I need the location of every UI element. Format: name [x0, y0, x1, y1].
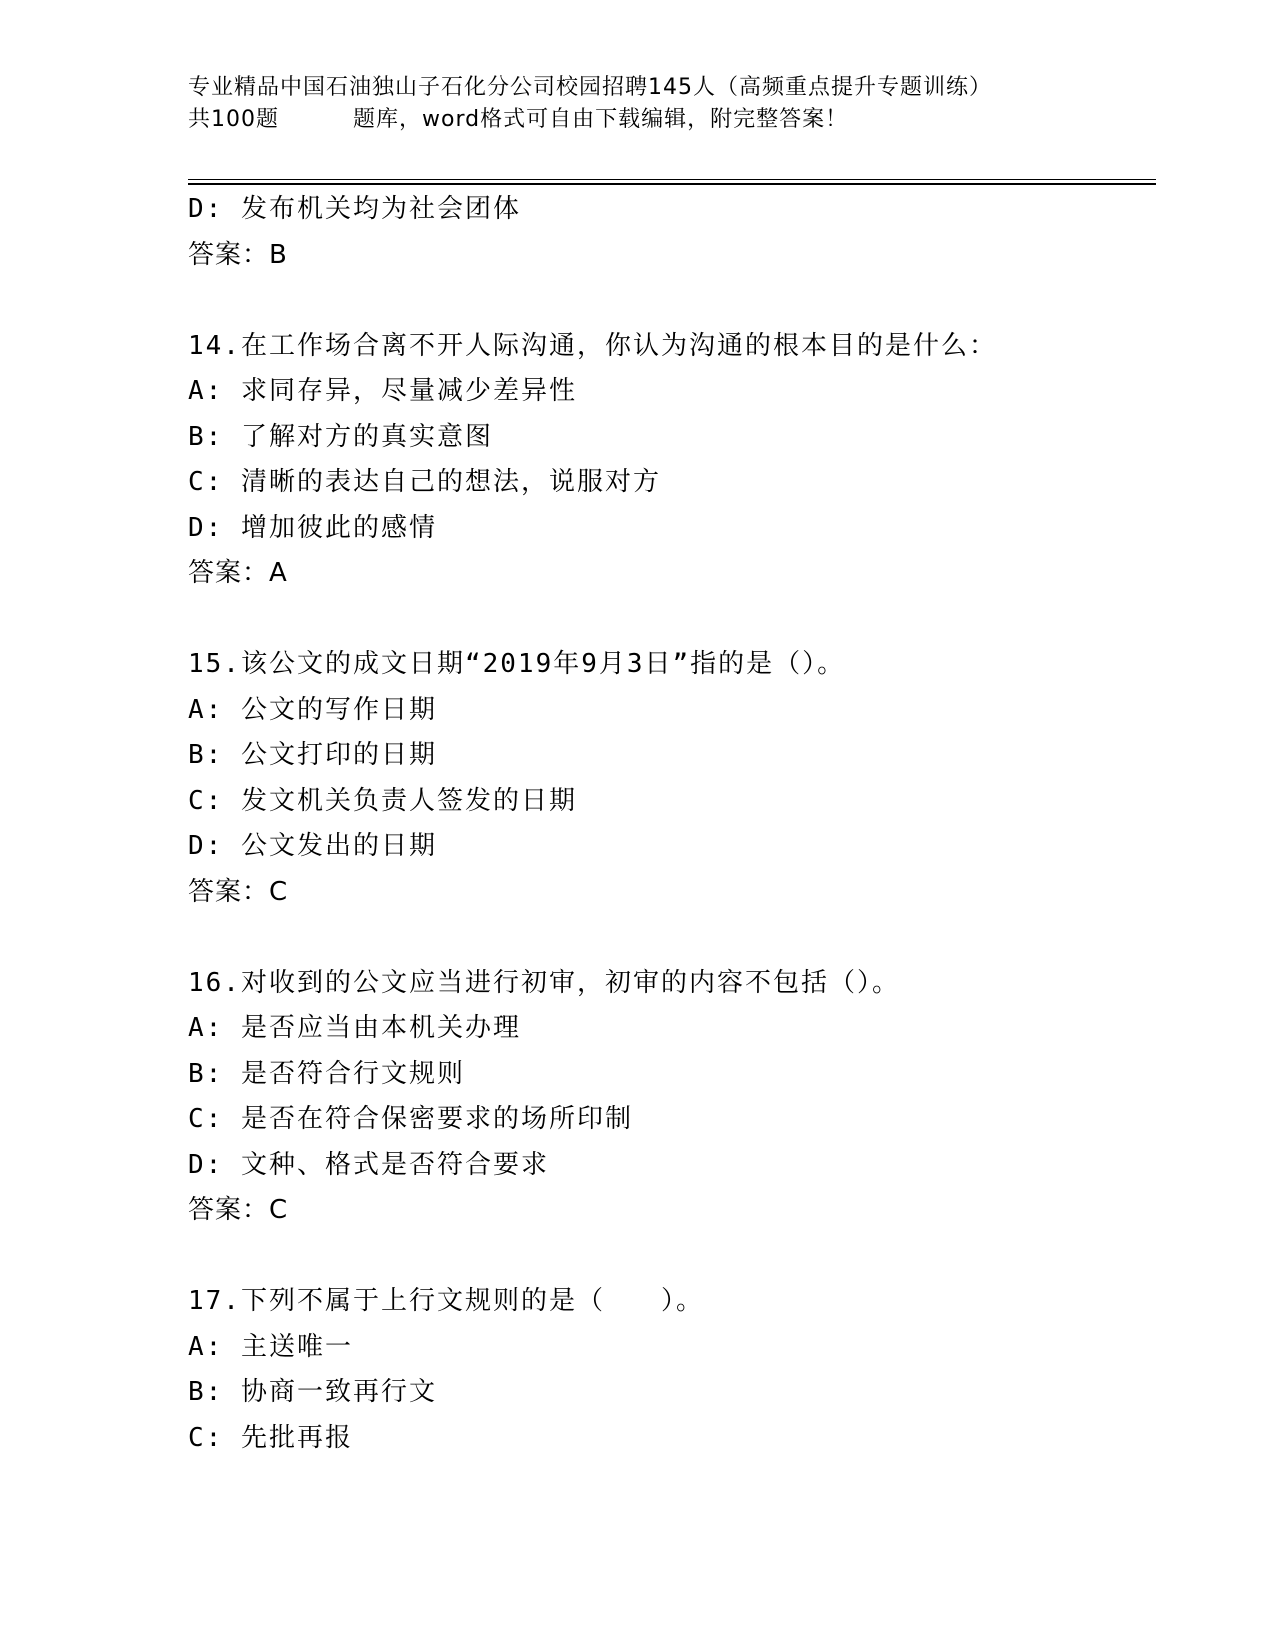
option-c: C: 先批再报 — [188, 1422, 353, 1453]
header-title: 专业精品中国石油独山子石化分公司校园招聘145人（高频重点提升专题训练） — [188, 75, 992, 100]
option-c: C: 发文机关负责人签发的日期 — [188, 785, 577, 816]
answer-line: 答案：C — [188, 1195, 289, 1225]
header-count: 共100题 — [188, 107, 279, 132]
option-b: B: 公文打印的日期 — [188, 740, 437, 770]
header-rule-thin — [188, 179, 1156, 180]
option-d: D: 发布机关均为社会团体 — [188, 194, 521, 224]
option-a: A: 主送唯一 — [188, 1331, 353, 1362]
option-b: B: 了解对方的真实意图 — [188, 421, 493, 452]
question-stem: 16.对收到的公文应当进行初审，初审的内容不包括（）。 — [188, 967, 900, 998]
page-header — [188, 72, 1088, 136]
question-15 — [188, 642, 1148, 915]
option-a: A: 求同存异，尽量减少差异性 — [188, 376, 577, 406]
question-14 — [188, 324, 1148, 597]
option-a: A: 公文的写作日期 — [188, 694, 437, 725]
option-d: D: 公文发出的日期 — [188, 831, 437, 861]
question-stem: 14.在工作场合离不开人际沟通，你认为沟通的根本目的是什么： — [188, 330, 997, 361]
header-rule-thick — [188, 183, 1156, 185]
question-13-tail — [188, 187, 1148, 278]
question-list — [188, 187, 1148, 1461]
answer-line: 答案：C — [188, 876, 289, 907]
header-description: 题库，word格式可自由下载编辑，附完整答案！ — [353, 107, 849, 132]
option-d: D: 增加彼此的感情 — [188, 512, 437, 543]
option-a: A: 是否应当由本机关办理 — [188, 1013, 521, 1043]
answer-line: 答案：A — [188, 558, 288, 588]
option-b: B: 是否符合行文规则 — [188, 1058, 465, 1089]
option-c: C: 是否在符合保密要求的场所印制 — [188, 1104, 633, 1134]
question-16 — [188, 961, 1148, 1234]
question-17 — [188, 1279, 1148, 1461]
answer-line: 答案：B — [188, 239, 288, 270]
question-stem: 15.该公文的成文日期“2019年9月3日”指的是（）。 — [188, 649, 846, 679]
option-b: B: 协商一致再行文 — [188, 1377, 437, 1407]
option-d: D: 文种、格式是否符合要求 — [188, 1149, 549, 1180]
header-subtitle — [188, 104, 1088, 136]
option-c: C: 清晰的表达自己的想法，说服对方 — [188, 467, 661, 497]
question-stem: 17.下列不属于上行文规则的是（ ）。 — [188, 1286, 704, 1316]
